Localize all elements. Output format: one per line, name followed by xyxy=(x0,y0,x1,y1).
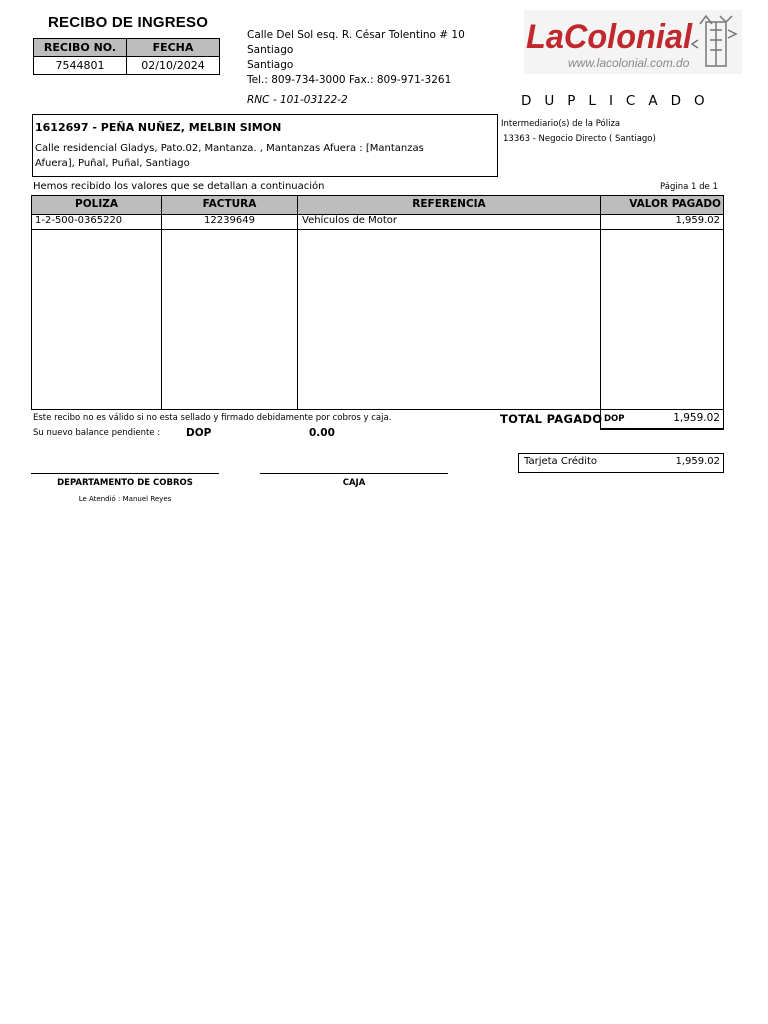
address-line: Santiago xyxy=(247,44,294,56)
intermediary-value: 13363 - Negocio Directo ( Santiago) xyxy=(503,134,656,144)
column-divider xyxy=(161,196,162,409)
balance-label: Su nuevo balance pendiente : xyxy=(33,428,161,438)
validity-note: Este recibo no es válido si no esta sellado y firmado debidamente por cobros y caja. xyxy=(33,413,392,423)
cell-factura: 12239649 xyxy=(204,215,255,226)
column-divider xyxy=(297,196,298,409)
address-line: Santiago xyxy=(247,59,294,71)
address-line: Calle Del Sol esq. R. César Tolentino # 10 xyxy=(247,29,465,41)
intermediary-label: Intermediario(s) de la Póliza xyxy=(501,119,621,129)
client-name: 1612697 - PEÑA NUÑEZ, MELBIN SIMON xyxy=(35,121,282,134)
attended-by: Le Atendió : Manuel Reyes xyxy=(78,495,172,503)
total-label: TOTAL PAGADO xyxy=(500,412,603,426)
column-header-poliza: POLIZA xyxy=(75,198,118,210)
cell-valor-pagado: 1,959.02 xyxy=(675,215,720,226)
balance-value: 0.00 xyxy=(309,427,335,439)
date-label: FECHA xyxy=(127,39,220,57)
signature-line-caja xyxy=(260,473,448,474)
copy-label: DUPLICADO xyxy=(521,93,718,109)
date-value: 02/10/2024 xyxy=(127,57,220,75)
payment-method-label: Tarjeta Crédito xyxy=(524,456,598,467)
receipt-no-value: 7544801 xyxy=(34,57,127,75)
company-address xyxy=(247,28,465,88)
signature-label-cobros: DEPARTAMENTO DE COBROS xyxy=(57,478,193,488)
receipt-header-table xyxy=(33,38,220,75)
client-address: Calle residencial Gladys, Pato.02, Mantanza. , Mantanzas Afuera : [Mantanzas Afuera], Puñal, Puñal, Santiago xyxy=(35,143,424,169)
balance-currency: DOP xyxy=(186,427,212,439)
signature-line-cobros xyxy=(31,473,219,474)
column-header-referencia: REFERENCIA xyxy=(412,198,486,210)
logo-url: www.lacolonial.com.do xyxy=(568,56,690,70)
intro-text: Hemos recibido los valores que se detallan a continuación xyxy=(33,181,325,192)
column-header-valor-pagado: VALOR PAGADO xyxy=(629,198,721,210)
cell-referencia: Vehículos de Motor xyxy=(302,215,398,226)
column-header-factura: FACTURA xyxy=(202,198,257,210)
payments-table xyxy=(31,195,724,410)
company-phones: Tel.: 809-734-3000 Fax.: 809-971-3261 xyxy=(247,74,452,86)
document-title: RECIBO DE INGRESO xyxy=(48,14,209,31)
company-logo xyxy=(524,10,742,74)
page-info: Página 1 de 1 xyxy=(660,182,718,192)
payment-method-value: 1,959.02 xyxy=(675,456,720,467)
receipt-no-label: RECIBO NO. xyxy=(34,39,127,57)
signature-label-caja: CAJA xyxy=(342,478,366,488)
logo-wordmark: LaColonial xyxy=(526,18,694,56)
row-divider xyxy=(32,229,723,230)
total-value: 1,959.02 xyxy=(673,412,720,424)
company-rnc: RNC - 101-03122-2 xyxy=(247,94,348,106)
cell-poliza: 1-2-500-0365220 xyxy=(35,215,123,226)
column-divider xyxy=(600,196,601,409)
total-currency: DOP xyxy=(604,414,625,424)
